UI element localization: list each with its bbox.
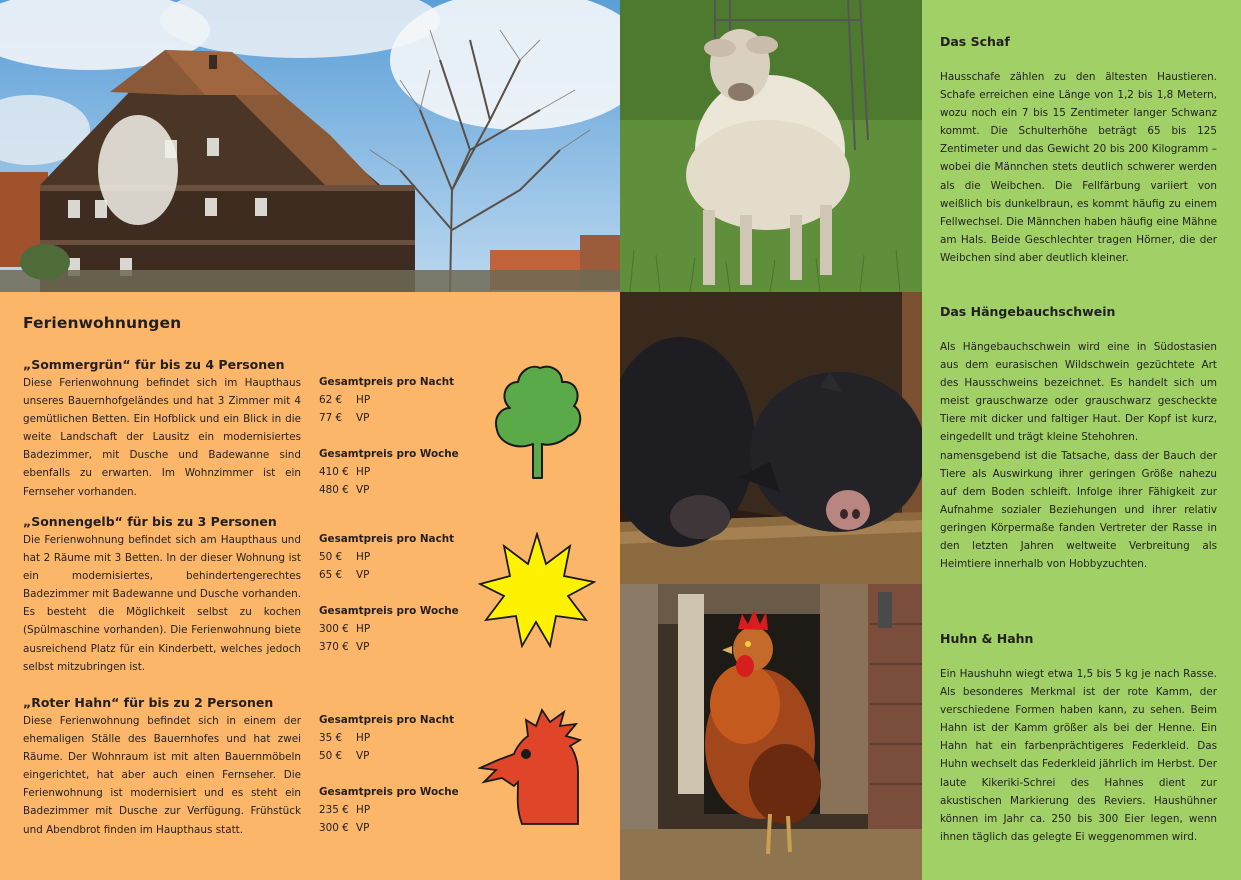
price-list-sonnengelb xyxy=(319,530,459,656)
animal-description: Ein Haushuhn wiegt etwa 1,5 bis 5 kg je nach Rasse. Als besonderes Merkmal ist der rote Kamm, der verschiedene Formen haben kann, zu sehen. Beim Hahn ist der Kamm größer als bei der Henne. Ein Hahn hat ein farbenprächtigeres Federkleid. Das Huhn wechselt das Federkleid jährlich im Herbst. Der laute Kikeriki-Schrei des Hahnes dient zur akustischen Markierung des Reviers. Haushühner können im Jahr ca. 250 bis 300 Eier legen, wenn ihnen täglich das gelegte Ei weggenommen wird. xyxy=(940,668,1217,843)
price-row: 77 € VP xyxy=(319,412,370,424)
animal-chicken xyxy=(940,631,1217,846)
section-title: Ferienwohnungen xyxy=(23,314,182,332)
animal-title: Das Schaf xyxy=(940,34,1010,49)
price-row: 62 € HP xyxy=(319,394,371,406)
price-row: 35 € HP xyxy=(319,732,371,744)
apartment-sonnengelb xyxy=(23,514,301,676)
apartment-description: Die Ferienwohnung befindet sich am Haupthaus und hat 2 Räume mit 3 Betten. In der dieser Wohnung ist ein modernisiertes, behindertengerechtes Badezimmer mit Badewanne und Dusche vorhanden. Es besteht die Möglichkeit selbst zu kochen (Spülmaschine vorhanden). Die Ferienwohnung biete ausreichend Platz für ein Kinderbett, welches jedoch selbst mitzubringen ist. xyxy=(23,534,301,673)
apartment-description: Diese Ferienwohnung befindet sich in einem der ehemaligen Ställe des Bauernhofes und hat zwei Räume. Der Wohnraum ist mit alten Bauernmöbeln eingerichtet, hat aber auch einen Fernseher. Die Ferienwohnung ist modernisiert und es steht ein Badezimmer mit Dusche zur Verfügung. Frühstück und Abendbrot finden im Haupthaus statt. xyxy=(23,715,301,836)
price-row: 235 € HP xyxy=(319,804,371,816)
price-row: 65 € VP xyxy=(319,569,370,581)
animal-description: Als Hängebauchschwein wird eine in Südostasien aus dem eurasischen Wildschwein gezüchtete Art des Hausschweins bezeichnet. Es handelt sich um meist grauschwarze oder grauschwarz gescheckte Tiere mit dicker und faltiger Haut. Der Kopf ist kurz, eingedellt und trägt kleine Stehohren. xyxy=(940,341,1217,444)
night-price-label: Gesamtpreis pro Nacht xyxy=(319,376,455,388)
animals-panel xyxy=(922,0,1241,880)
rooster-photo xyxy=(620,584,922,880)
apartment-title: „Sommergrün“ für bis zu 4 Personen xyxy=(23,357,285,372)
farmhouse-photo xyxy=(0,0,620,292)
apartment-sommergruen xyxy=(23,357,301,501)
week-price-label: Gesamtpreis pro Woche xyxy=(319,786,459,798)
pigs-photo xyxy=(620,292,922,584)
price-row: 300 € VP xyxy=(319,822,370,834)
price-row: 50 € VP xyxy=(319,750,370,762)
price-row: 300 € HP xyxy=(319,623,371,635)
apartment-title: „Sonnengelb“ für bis zu 3 Personen xyxy=(23,514,277,529)
animal-description: Hausschafe zählen zu den ältesten Haustieren. Schafe erreichen eine Länge von 1,2 bis 1,8 Metern, wozu noch ein 7 bis 15 Zentimeter langer Schwanz kommt. Die Schulterhöhe beträgt 65 bis 125 Zentimeter und das Gewicht 20 bis 200 Kilogramm – wobei die Männchen stets deutlich schwerer werden als die Weibchen. Die Fellfärbung variiert von weißlich bis dunkelbraun, es kommt häufig zu einem Fellwechsel. Die Männchen haben häufig eine Mähne am Hals. Beide Geschlechter tragen Hörner, die der Weibchen sind aber deutlich kleiner. xyxy=(940,71,1217,264)
price-row: 50 € HP xyxy=(319,551,371,563)
apartment-roter-hahn xyxy=(23,695,301,839)
week-price-label: Gesamtpreis pro Woche xyxy=(319,448,459,460)
apartment-title: „Roter Hahn“ für bis zu 2 Personen xyxy=(23,695,274,710)
tree-icon xyxy=(490,364,585,480)
animal-title: Huhn & Hahn xyxy=(940,631,1034,646)
price-list-roter-hahn xyxy=(319,711,459,837)
price-row: 480 € VP xyxy=(319,484,370,496)
sun-icon xyxy=(478,532,596,648)
week-price-label: Gesamtpreis pro Woche xyxy=(319,605,459,617)
animal-description-continued: namensgebend ist die Tatsache, dass der Bauch der Tiere als Auswirkung ihrer geringen Größe nahezu auf dem Boden schleift. Infolge ihrer Fähigkeit zur Aufnahme sozialer Beziehungen und ihrer relativ geringen Körpermaße fanden Vertreter der Rasse in den letzten Jahren weltweite Verbreitung als Heimtiere innerhalb von Hobbyzuchten. xyxy=(940,449,1217,571)
price-list-sommergruen xyxy=(319,373,459,499)
sheep-photo xyxy=(620,0,922,292)
apartment-description: Diese Ferienwohnung befindet sich im Haupthaus unseres Bauernhofgeländes und hat 3 Zimmer mit 4 gemütlichen Betten. Ein Hofblick und ein Blick in die weite Landschaft der Lausitz ein modernisiertes Badezimmer, mit Dusche und Badewanne sind ebenfalls zu erwarten. Im Wohnzimmer ist ein Fernseher vorhanden. xyxy=(23,377,301,498)
price-row: 410 € HP xyxy=(319,466,371,478)
rooster-icon xyxy=(478,708,582,826)
animal-sheep xyxy=(940,34,1217,267)
price-row: 370 € VP xyxy=(319,641,370,653)
holiday-apartments-panel xyxy=(0,292,620,880)
night-price-label: Gesamtpreis pro Nacht xyxy=(319,533,455,545)
night-price-label: Gesamtpreis pro Nacht xyxy=(319,714,455,726)
animal-title: Das Hängebauchschwein xyxy=(940,304,1116,319)
animal-pig xyxy=(940,304,1217,573)
